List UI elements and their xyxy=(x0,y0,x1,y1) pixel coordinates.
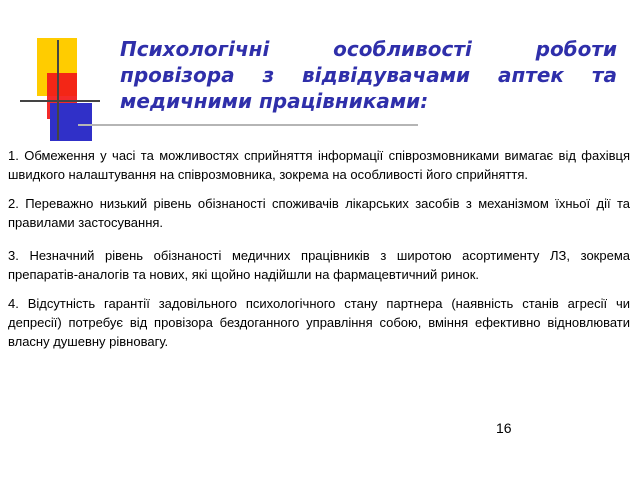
paragraph-2: 2. Переважно низький рівень обізнаності споживачів лікарських засобів з механізмом їхньої дії та правилами застосування. xyxy=(8,196,630,230)
paragraph-4: 4. Відсутність гарантії задовільного психологічного стану партнера (наявність станів агресії чи депресії) потребує від провізора бездоганного управління собою, вміння ефективно відновлювати власну душевну рівновагу. xyxy=(8,296,630,349)
decor-horizontal-line xyxy=(20,100,100,102)
page-number: 16 xyxy=(496,420,512,436)
decor-vertical-line xyxy=(57,40,59,140)
slide-body xyxy=(8,146,630,361)
paragraph-3: 3. Незначний рівень обізнаності медичних працівників з широтою асортименту ЛЗ, зокрема препаратів-аналогів та нових, які щойно надійшли на фармацевтичний ринок. xyxy=(8,248,630,282)
title-underline xyxy=(78,124,418,126)
slide-title: Психологічні особливості роботи провізора з відвідувачами аптек та медичними працівниками: xyxy=(120,37,617,113)
paragraph-1: 1. Обмеження у часі та можливостях сприйняття інформації співрозмовниками вимагає від фахівця швидкого налаштування на співрозмовника, зокрема на особливості його сприйняття. xyxy=(8,148,630,182)
